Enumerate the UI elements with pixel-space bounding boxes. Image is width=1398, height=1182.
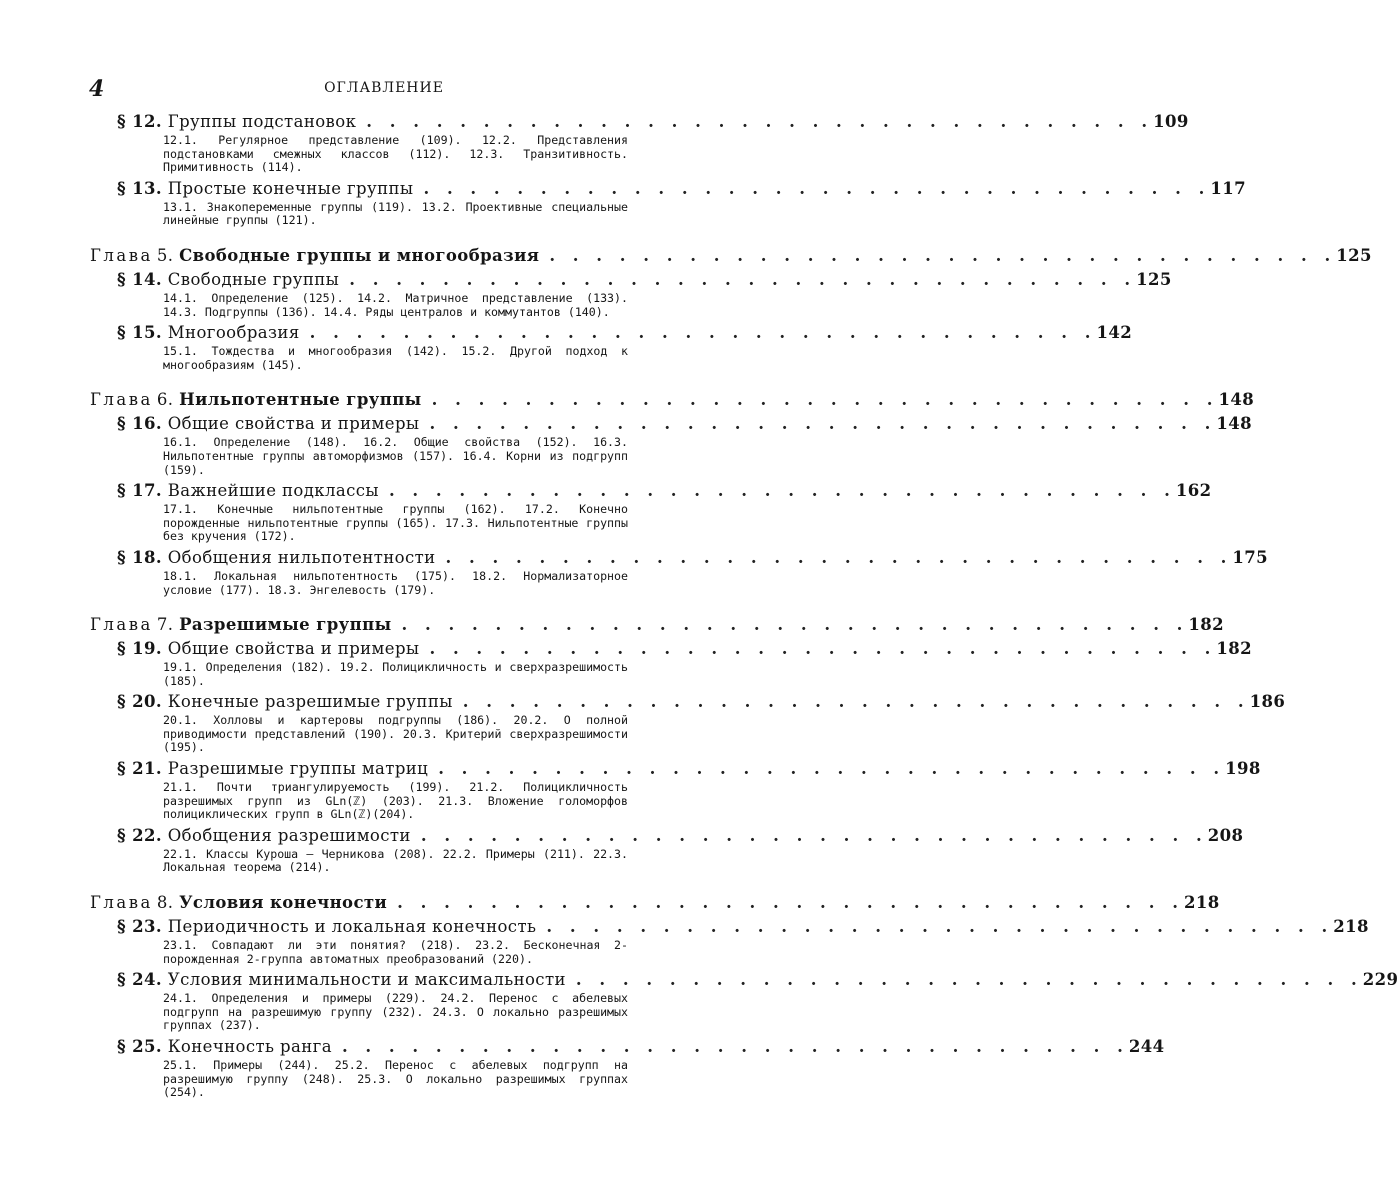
- toc-section-entry[interactable]: [0, 639, 1252, 663]
- leader-dots: . . . . . . . . . . . . . . . . . . . . . . . . . . . . . . . . . .: [401, 615, 1189, 635]
- section-title: Простые конечные группы: [167, 178, 414, 198]
- leader-dots: . . . . . . . . . . . . . . . . . . . . . . . . . . . . . . . . . .: [429, 639, 1217, 659]
- leader-dots: . . . . . . . . . . . . . . . . . . . . . . . . . . . . . . . . . .: [549, 245, 1337, 265]
- section-title: Важнейшие подклассы: [167, 481, 379, 501]
- chapter-gap: [0, 232, 768, 246]
- leader-dots: . . . . . . . . . . . . . . . . . . . . . . . . . . . . . . . . . .: [438, 759, 1226, 779]
- section-title: Общие свойства и примеры: [167, 639, 420, 659]
- subsection-list: 21.1. Почти триангулируемость (199). 21.2. Полицикличность разрешимых групп из GLn(ℤ) (203). 21.3. Вложение голоморфов полициклических групп в GLn(ℤ)(204).: [163, 780, 628, 822]
- section-number: § 14.: [117, 269, 163, 289]
- page-ref: 125: [1136, 269, 1172, 289]
- chapter-title: Свободные группы и многообразия: [179, 245, 540, 265]
- section-title: Группы подстановок: [167, 112, 357, 131]
- page-ref: 148: [1218, 390, 1255, 410]
- section-title: Обобщения нильпотентности: [167, 547, 436, 567]
- leader-dots: . . . . . . . . . . . . . . . . . . . . . . . . . . . . . . . . . .: [445, 547, 1233, 567]
- page-ref: 148: [1216, 414, 1252, 434]
- subsection-list: 19.1. Определения (182). 19.2. Полицикличность и сверхразрешимость (185).: [163, 660, 628, 688]
- chapter-gap: [0, 879, 768, 893]
- section-number: § 25.: [117, 1037, 163, 1056]
- section-number: § 19.: [117, 639, 163, 659]
- toc-section-entry[interactable]: [0, 414, 1252, 438]
- subsection-list: 14.1. Определение (125). 14.2. Матричное представление (133). 14.3. Подгруппы (136). 14.4. Ряды централов и коммутантов (140).: [163, 290, 628, 319]
- page-ref: 218: [1184, 893, 1220, 913]
- page-ref: 244: [1128, 1037, 1165, 1056]
- leader-dots: . . . . . . . . . . . . . . . . . . . . . . . . . . . . . . . . . .: [309, 323, 1097, 343]
- leader-dots: . . . . . . . . . . . . . . . . . . . . . . . . . . . . . . . . . .: [423, 178, 1211, 198]
- leader-dots: . . . . . . . . . . . . . . . . . . . . . . . . . . . . . . . . . .: [420, 825, 1208, 845]
- toc-section-entry[interactable]: [0, 825, 1244, 850]
- subsection-list: 25.1. Примеры (244). 25.2. Перенос с абелевых подгрупп на разрешимую группу (248). 25.3. О локально разрешимых группах (254).: [163, 1058, 628, 1100]
- subsection-list: 15.1. Тождества и многообразия (142). 15.2. Другой подход к многообразиям (145).: [163, 344, 628, 372]
- section-number: § 18.: [117, 547, 163, 567]
- section-number: § 16.: [117, 414, 163, 434]
- chapter-number: 6.: [156, 390, 174, 410]
- toc-chapter-entry[interactable]: [0, 893, 1220, 917]
- leader-dots: . . . . . . . . . . . . . . . . . . . . . . . . . . . . . . . . . .: [431, 390, 1219, 410]
- subsection-list: 17.1. Конечные нильпотентные группы (162). 17.2. Конечно порожденные нильпотентные группы (165). 17.3. Нильпотентные группы без кручения (172).: [163, 502, 628, 544]
- toc-section-entry[interactable]: [0, 323, 1133, 347]
- section-number: § 15.: [117, 323, 163, 343]
- leader-dots: . . . . . . . . . . . . . . . . . . . . . . . . . . . . . . . . . .: [575, 970, 1363, 990]
- chapter-title: Разрешимые группы: [179, 615, 392, 635]
- toc-section-entry[interactable]: [0, 178, 1246, 203]
- leader-dots: . . . . . . . . . . . . . . . . . . . . . . . . . . . . . . . . . .: [429, 414, 1217, 434]
- section-number: § 20.: [117, 692, 163, 712]
- subsection-list: 16.1. Определение (148). 16.2. Общие свойства (152). 16.3. Нильпотентные группы автоморфизмов (157). 16.4. Корни из подгрупп (159).: [163, 435, 628, 477]
- section-number: § 13.: [117, 178, 163, 198]
- page-ref: 208: [1207, 825, 1244, 845]
- toc-section-entry[interactable]: [0, 759, 1261, 783]
- subsection-list: 22.1. Классы Куроша — Черникова (208). 22.2. Примеры (211). 22.3. Локальная теорема (214).: [163, 846, 628, 875]
- page-ref: 162: [1175, 481, 1212, 501]
- leader-dots: . . . . . . . . . . . . . . . . . . . . . . . . . . . . . . . . . .: [366, 112, 1154, 131]
- toc-section-entry[interactable]: [0, 269, 1172, 294]
- section-number: § 22.: [117, 825, 163, 845]
- toc-section-entry[interactable]: [0, 917, 1369, 941]
- section-title: Условия минимальности и максимальности: [167, 970, 566, 990]
- section-title: Обобщения разрешимости: [167, 825, 411, 845]
- section-number: § 17.: [117, 481, 163, 501]
- toc-section-entry[interactable]: [0, 970, 1398, 994]
- section-title: Разрешимые группы матриц: [167, 759, 429, 779]
- chapter-word: Глава: [90, 893, 153, 913]
- section-title: Конечность ранга: [167, 1037, 332, 1056]
- toc-chapter-entry[interactable]: [0, 245, 1372, 270]
- chapter-word: Глава: [90, 245, 153, 265]
- leader-dots: . . . . . . . . . . . . . . . . . . . . . . . . . . . . . . . . . .: [397, 893, 1185, 913]
- section-title: Многообразия: [167, 323, 300, 343]
- chapter-number: 7.: [156, 615, 174, 635]
- page-ref: 198: [1225, 759, 1261, 779]
- chapter-title: Условия конечности: [179, 893, 388, 913]
- page-header: [0, 76, 768, 100]
- section-number: § 21.: [117, 759, 163, 779]
- section-number: § 12.: [117, 112, 163, 131]
- chapter-word: Глава: [90, 615, 153, 635]
- leader-dots: . . . . . . . . . . . . . . . . . . . . . . . . . . . . . . . . . .: [349, 269, 1137, 289]
- leader-dots: . . . . . . . . . . . . . . . . . . . . . . . . . . . . . . . . . .: [462, 692, 1250, 712]
- toc-section-entry[interactable]: [0, 547, 1269, 572]
- page-ref: 125: [1336, 245, 1372, 265]
- section-title: Свободные группы: [167, 269, 340, 289]
- page-ref: 109: [1153, 112, 1189, 131]
- toc-chapter-entry[interactable]: [0, 390, 1255, 414]
- subsection-list: 23.1. Совпадают ли эти понятия? (218). 23.2. Бесконечная 2-порожденная 2-группа автоматных преобразований (220).: [163, 938, 628, 966]
- chapter-gap: [0, 376, 768, 390]
- page-ref: 182: [1188, 615, 1225, 635]
- leader-dots: . . . . . . . . . . . . . . . . . . . . . . . . . . . . . . . . . .: [341, 1037, 1129, 1056]
- subsection-list: 18.1. Локальная нильпотентность (175). 18.2. Нормализаторное условие (177). 18.3. Энгелевость (179).: [163, 568, 628, 597]
- subsection-list: 12.1. Регулярное представление (109). 12.2. Представления подстановками смежных классов (112). 12.3. Транзитивность. Примитивность (114).: [163, 133, 628, 175]
- page-number: 4: [89, 76, 105, 102]
- section-number: § 23.: [117, 917, 163, 937]
- subsection-list: 13.1. Знакопеременные группы (119). 13.2. Проективные специальные линейные группы (121).: [163, 199, 628, 228]
- toc-chapter-entry[interactable]: [0, 615, 1225, 639]
- section-title: Общие свойства и примеры: [167, 414, 420, 434]
- subsection-list: 20.1. Холловы и картеровы подгруппы (186). 20.2. О полной приводимости представлений (190). 20.3. Критерий сверхразрешимости (195).: [163, 713, 628, 755]
- section-title: Конечные разрешимые группы: [167, 692, 453, 712]
- page-ref: 182: [1216, 639, 1252, 659]
- section-number: § 24.: [117, 970, 163, 990]
- chapter-title: Нильпотентные группы: [179, 390, 422, 410]
- page-ref: 175: [1232, 547, 1269, 567]
- page-ref: 117: [1210, 178, 1246, 198]
- section-title: Периодичность и локальная конечность: [167, 917, 537, 937]
- chapter-number: 8.: [156, 893, 174, 913]
- page-ref: 186: [1249, 692, 1286, 712]
- chapter-number: 5.: [156, 245, 174, 265]
- toc-section-entry[interactable]: [0, 692, 1286, 716]
- toc-section-entry[interactable]: [0, 481, 1212, 505]
- leader-dots: . . . . . . . . . . . . . . . . . . . . . . . . . . . . . . . . . .: [546, 917, 1334, 937]
- page-ref: 229: [1362, 970, 1398, 990]
- page-ref: 142: [1096, 323, 1133, 343]
- table-of-contents: [0, 112, 1398, 1104]
- running-title: ОГЛАВЛЕНИЕ: [324, 80, 444, 96]
- toc-section-entry[interactable]: [0, 112, 1189, 136]
- chapter-word: Глава: [90, 390, 153, 410]
- subsection-list: 24.1. Определения и примеры (229). 24.2. Перенос с абелевых подгрупп на разрешимую группу (232). 24.3. О локально разрешимых группах (237).: [163, 991, 628, 1033]
- chapter-gap: [0, 601, 768, 615]
- leader-dots: . . . . . . . . . . . . . . . . . . . . . . . . . . . . . . . . . .: [388, 481, 1176, 501]
- page-ref: 218: [1333, 917, 1369, 937]
- toc-section-entry[interactable]: [0, 1037, 1165, 1061]
